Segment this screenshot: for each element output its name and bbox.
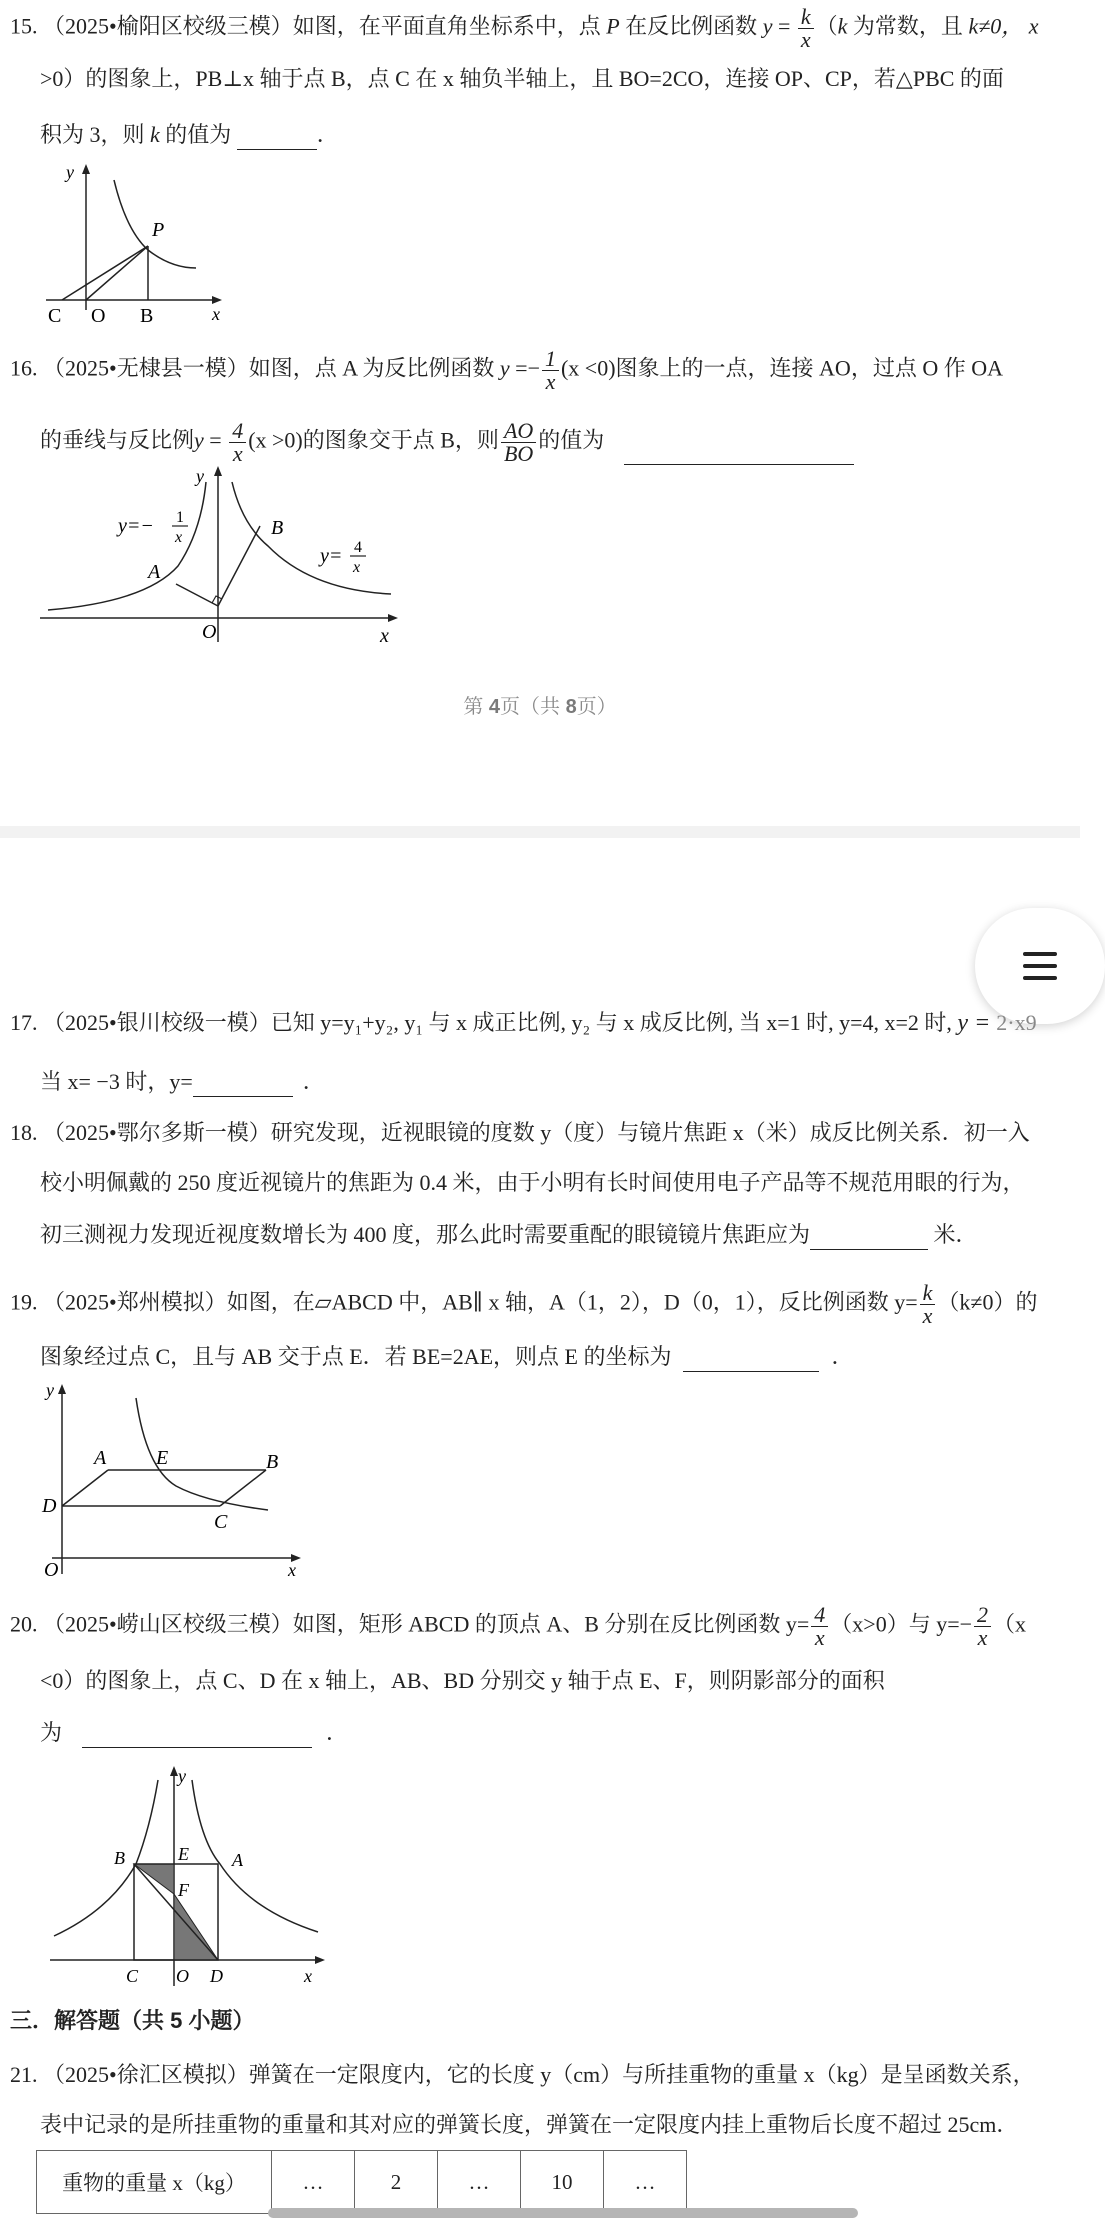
point-label-o: O bbox=[202, 621, 217, 643]
axis-label-x: x bbox=[380, 625, 389, 647]
point-label-b: B bbox=[140, 305, 154, 327]
section-heading: 三．解答题（共 5 小题） bbox=[10, 2008, 255, 2033]
point-label-p: P bbox=[152, 219, 165, 241]
q15-graph bbox=[36, 160, 236, 327]
point-label-o: O bbox=[176, 1966, 189, 1986]
point-label-d: D bbox=[42, 1495, 57, 1517]
answer-blank bbox=[237, 125, 317, 150]
q15-line-2: >0）的图象上，PB⊥x 轴于点 B，点 C 在 x 轴负半轴上，且 BO=2CO，连接 OP、CP，若△PBC 的面 bbox=[40, 66, 1004, 91]
point-label-f: F bbox=[178, 1880, 189, 1900]
q19-graph bbox=[36, 1378, 316, 1581]
q16-line-1: 16. （2025•无棣县一模）如图，点 A 为反比例函数 y =− $\frac{1}{x}$ (x <0)图象上的一点，连接 AO，过点 O 作 OA bbox=[10, 346, 1003, 394]
q21-line-2: 表中记录的是所挂重物的重量和其对应的弹簧长度，弹簧在一定限度内挂上重物后长度不超过 25cm． bbox=[40, 2112, 1019, 2137]
table-row bbox=[37, 2151, 687, 2214]
point-label-o: O bbox=[91, 305, 106, 327]
table-cell: 2 bbox=[355, 2151, 438, 2214]
q20-figure bbox=[40, 1760, 340, 1992]
point-label-b: B bbox=[266, 1451, 279, 1473]
q21-table bbox=[36, 2150, 687, 2214]
axis-label-x: x bbox=[288, 1560, 296, 1580]
curve-label-left: y=− bbox=[118, 515, 154, 537]
q15-figure bbox=[36, 160, 236, 327]
axis-label-x: x bbox=[212, 304, 220, 324]
q18-line-2: 校小明佩戴的 250 度近视镜片的焦距为 0.4 米，由于小明有长时间使用电子产品等不规范用眼的行为， bbox=[40, 1170, 1025, 1195]
q16-fraction-1-over-x: $\frac{1}{x}$ bbox=[542, 348, 559, 393]
point-label-e: E bbox=[178, 1844, 189, 1864]
hamburger-icon-mid bbox=[1023, 964, 1057, 968]
point-label-o: O bbox=[44, 1559, 59, 1581]
q19-line-1: 19. （2025•郑州模拟）如图，在▱ABCD 中，AB∥ x 轴，A（1，2），D（0，1），反比例函数 y= $\frac{k}{x}$ （k≠0）的 bbox=[10, 1280, 1038, 1328]
curve-label-right-denominator: x bbox=[353, 559, 361, 576]
page-footer: 第 4页（共 8页） bbox=[463, 696, 617, 718]
answer-blank bbox=[683, 1347, 819, 1372]
q19-figure bbox=[36, 1378, 316, 1581]
q16-figure bbox=[36, 462, 406, 648]
q16-fraction-ao-over-bo: $\frac{AO}{BO}$ bbox=[501, 420, 536, 465]
q18-line-3: 初三测视力发现近视度数增长为 400 度，那么此时需要重配的眼镜镜片焦距应为 米． bbox=[40, 1220, 1070, 1250]
table-header-cell: 重物的重量 x（kg） bbox=[37, 2151, 272, 2214]
table-cell: … bbox=[272, 2151, 355, 2214]
table-cell: … bbox=[604, 2151, 687, 2214]
table-cell: … bbox=[438, 2151, 521, 2214]
point-label-a: A bbox=[148, 561, 161, 583]
axis-label-x: x bbox=[304, 1966, 312, 1986]
answer-blank bbox=[810, 1225, 928, 1250]
horizontal-scrollbar[interactable] bbox=[268, 2208, 858, 2218]
hamburger-icon bbox=[1023, 952, 1057, 956]
q16-fraction-4-over-x: $\frac{4}{x}$ bbox=[229, 420, 246, 465]
answer-blank bbox=[193, 1072, 293, 1097]
point-label-c: C bbox=[126, 1966, 139, 1986]
curve-label-right-numerator: 4 bbox=[354, 539, 362, 556]
axis-label-y: y bbox=[178, 1766, 186, 1786]
menu-button[interactable] bbox=[975, 908, 1105, 1024]
answer-blank bbox=[624, 440, 854, 465]
curve-label-left-numerator: 1 bbox=[176, 509, 184, 526]
q20-fraction-2-over-x: $\frac{2}{x}$ bbox=[974, 1604, 991, 1649]
q21-line-1: 21. （2025•徐汇区模拟）弹簧在一定限度内，它的长度 y（cm）与所挂重物的重量 x（kg）是呈函数关系， bbox=[10, 2062, 1035, 2087]
page-number: 4 bbox=[488, 696, 500, 718]
point-label-e: E bbox=[156, 1447, 169, 1469]
table-cell: 10 bbox=[521, 2151, 604, 2214]
q20-line-1: 20. （2025•崂山区校级三模）如图，矩形 ABCD 的顶点 A、B 分别在反比例函数 y= $\frac{4}{x}$ （x>0）与 y=− $\frac{2}{x}$ （x bbox=[10, 1602, 1027, 1650]
q17-line-1: 17. （2025•银川校级一模）已知 y=y₁+y₂, y₁ 与 x 成正比例, y₂ 与 x 成反比例, 当 x=1 时, y=4, x=2 时, y = 2·x9 bbox=[10, 1010, 1037, 1036]
q20-fraction-4-over-x: $\frac{4}{x}$ bbox=[811, 1604, 828, 1649]
point-label-b: B bbox=[114, 1848, 125, 1868]
page-separator bbox=[0, 826, 1080, 838]
point-label-a: A bbox=[94, 1447, 107, 1469]
answer-blank bbox=[82, 1723, 312, 1748]
q15-fraction-k-over-x: $\frac{k}{x}$ bbox=[798, 6, 814, 51]
q16-line-2: 的垂线与反比例y = $\frac{4}{x}$ (x >0)的图象交于点 B，则 $\frac{AO}{BO}$ 的值为 bbox=[40, 420, 1070, 465]
point-label-a: A bbox=[232, 1850, 243, 1870]
axis-label-y: y bbox=[196, 466, 204, 486]
point-label-c: C bbox=[214, 1511, 228, 1533]
curve-label-left-denominator: x bbox=[175, 529, 183, 546]
q15-line-3: 积为 3，则 k 的值为 ． bbox=[40, 120, 1070, 150]
q19-fraction-k-over-x: $\frac{k}{x}$ bbox=[920, 1282, 936, 1327]
page-total: 8 bbox=[565, 696, 577, 718]
axis-label-y: y bbox=[66, 162, 74, 182]
q16-graph bbox=[36, 462, 406, 648]
q18-line-1: 18. （2025•鄂尔多斯一模）研究发现，近视眼镜的度数 y（度）与镜片焦距 x（米）成反比例关系．初一入 bbox=[10, 1120, 1030, 1145]
curve-label-right: y= bbox=[320, 545, 343, 567]
q15-line-1: 15. （2025•榆阳区校级三模）如图，在平面直角坐标系中，点 P 在反比例函数 y = $\frac{k}{x}$ （k 为常数，且 k≠0， x bbox=[10, 4, 1039, 52]
q19-line-2: 图象经过点 C，且与 AB 交于点 E．若 BE=2AE，则点 E 的坐标为 ． bbox=[40, 1342, 1070, 1372]
axis-label-y: y bbox=[46, 1380, 54, 1400]
point-label-d: D bbox=[210, 1966, 223, 1986]
q20-line-2: <0）的图象上，点 C、D 在 x 轴上，AB、BD 分别交 y 轴于点 E、F，则阴影部分的面积 bbox=[40, 1668, 885, 1693]
q17-line-2: 当 x= −3 时，y= ． bbox=[40, 1067, 1070, 1097]
point-label-b: B bbox=[271, 517, 284, 539]
q20-line-3: 为 ． bbox=[40, 1718, 1070, 1748]
q20-graph bbox=[40, 1760, 340, 1992]
point-label-c: C bbox=[48, 305, 62, 327]
hamburger-icon-bottom bbox=[1023, 976, 1057, 980]
